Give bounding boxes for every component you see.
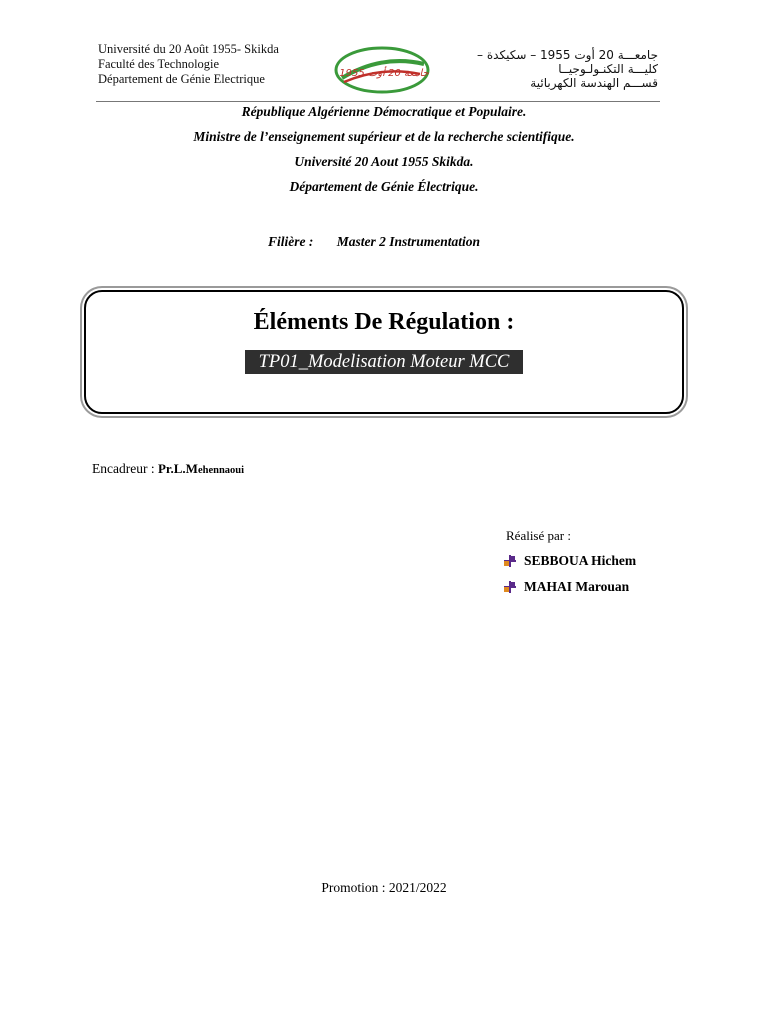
- header-university: Université du 20 Août 1955- Skikda: [98, 42, 279, 56]
- republic-line: République Algérienne Démocratique et Populaire.: [241, 104, 527, 119]
- member-name: MAHAI Marouan: [524, 579, 630, 594]
- header-ar-department: قســـم الهندسة الكهربائية: [530, 76, 658, 90]
- member-name: SEBBOUA Hichem: [524, 553, 637, 568]
- filiere-line: [268, 234, 480, 250]
- encadreur-name-prefix: Pr.L.M: [157, 461, 198, 476]
- encadreur-label: Encadreur :: [92, 461, 155, 476]
- university-line: Université 20 Aout 1955 Skikda.: [294, 154, 474, 169]
- ministry-line: Ministre de l’enseignement supérieur et de la recherche scientifique.: [193, 129, 575, 144]
- encadreur-name-rest: ehennaoui: [197, 465, 245, 476]
- department-line: Département de Génie Électrique.: [289, 179, 479, 194]
- member-item: [504, 579, 629, 595]
- bullet-icon: [504, 581, 516, 593]
- member-item: [504, 553, 636, 569]
- header-arabic-block: [477, 48, 658, 90]
- logo-text: جامعة 20 أوت 1955: [339, 68, 429, 79]
- header-divider: [96, 101, 660, 102]
- filiere-value: Master 2 Instrumentation: [336, 234, 481, 249]
- document-subtitle: TP01_Modelisation Moteur MCC: [245, 350, 523, 374]
- realise-label: Réalisé par :: [506, 528, 571, 543]
- filiere-label: Filière :: [268, 234, 314, 249]
- header-french-block: [98, 42, 279, 87]
- promotion-line: Promotion : 2021/2022: [321, 880, 447, 895]
- bullet-icon: [504, 555, 516, 567]
- header-department: Département de Génie Electrique: [98, 72, 265, 86]
- encadreur-line: [92, 461, 244, 477]
- header-ar-faculty: كليـــة التكنـولـوجيــا: [558, 62, 658, 76]
- header-ar-university: جامعـــة 20 أوت 1955 – سكيكدة –: [477, 48, 658, 62]
- document-title: Éléments De Régulation :: [253, 309, 515, 335]
- university-logo: [332, 44, 432, 96]
- header-faculty: Faculté des Technologie: [98, 57, 220, 71]
